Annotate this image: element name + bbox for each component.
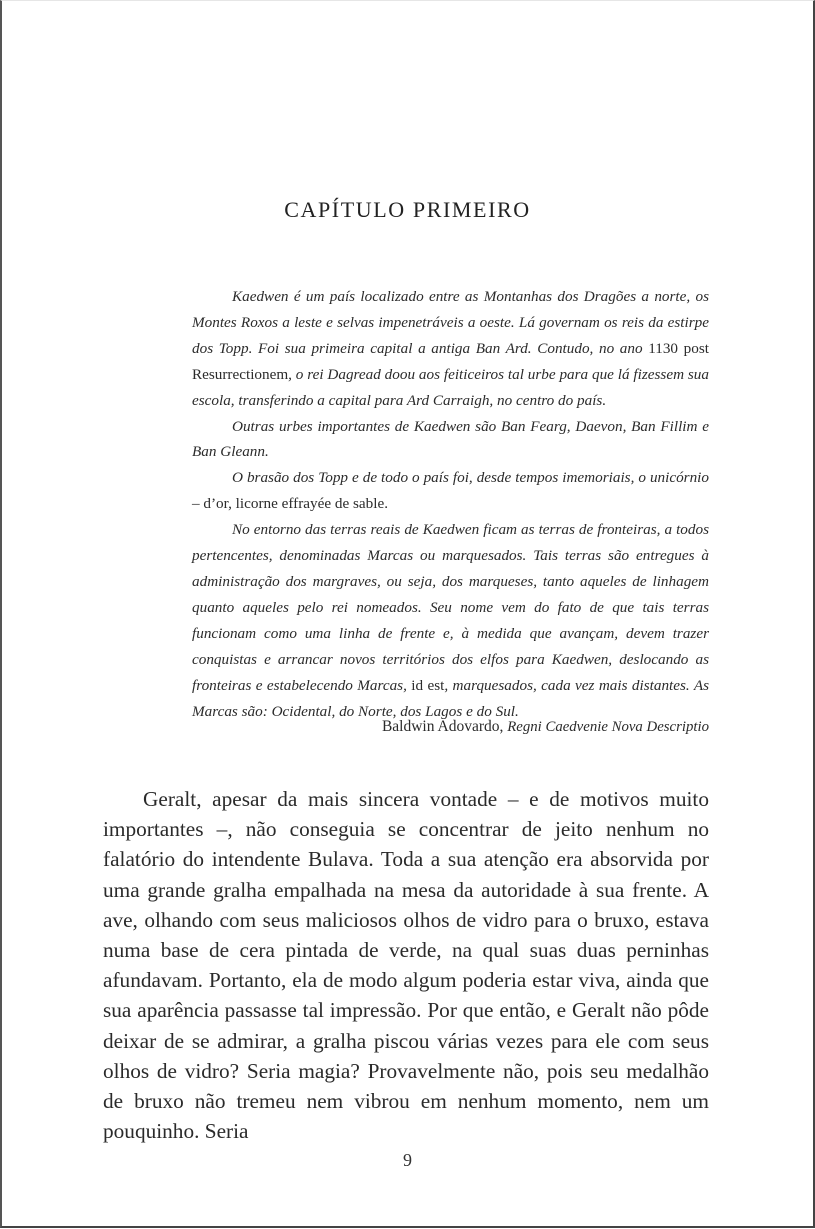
chapter-title: CAPÍTULO PRIMEIRO (284, 197, 531, 222)
attribution-author: Baldwin Adovardo, (381, 718, 504, 735)
epigraph-text: , o rei Dagread doou aos feiticeiros tal urbe para que lá fizessem sua escola, transferindo a capital para Ard Carraigh, no centro do país. (192, 365, 709, 409)
epigraph-text: Kaedwen é um país localizado entre as Montanhas dos Dragões a norte, os Montes Roxos a leste e selvas impenetráveis a oeste. Lá governam os reis da estirpe dos Topp. Foi sua primeira capital a antiga Ban Ard. Contudo, no ano (192, 288, 709, 357)
epigraph-paragraph-2: Outras urbes importantes de Kaedwen são Ban Fearg, Daevon, Ban Fillim e Ban Gleann. (192, 417, 709, 461)
epigraph-text: No entorno das terras reais de Kaedwen ficam as terras de fronteiras, a todos pertencentes, denominadas Marcas ou marquesados. Tais terras são entregues à administração dos margraves, ou seja, dos marqueses, tanto aqueles de linhagem quanto aqueles pelo rei nomeados. Seu nome vem do fato de que tais terras funcionam como uma linha de frente e, à medida que avançam, devem trazer conquistas e arrancar novos territórios dos elfos para Kaedwen, deslocando as fronteiras e estabelecendo Marcas, (192, 521, 709, 694)
epigraph-roman-text: – d’or, licorne effrayée de sable. (192, 495, 389, 513)
epigraph (192, 284, 709, 724)
epigraph-paragraph-1 (192, 284, 709, 414)
attribution-work: Regni Caedvenie Nova Descriptio (507, 719, 709, 735)
epigraph-text: O brasão dos Topp e de todo o país foi, desde tempos imemoriais, o unicórnio (232, 469, 709, 487)
epigraph-attribution (192, 718, 709, 736)
body-text (103, 784, 709, 1146)
epigraph-paragraph-4 (192, 517, 709, 724)
body-paragraph: Geralt, apesar da mais sincera vontade – e de motivos muito importantes –, não conseguia se concentrar de jeito nenhum no falatório do intendente Bulava. Toda a sua atenção era absorvida por uma grande gralha empalhada na mesa da autoridade à sua frente. A ave, olhando com seus maliciosos olhos de vidro para o bruxo, estava numa base de cera pintada de verde, na qual suas duas perninhas afundavam. Portanto, ela de modo algum poderia estar viva, ainda que sua aparência passasse tal impressão. Por que então, e Geralt não pôde deixar de se admirar, a gralha piscou várias vezes para ele com seus olhos de vidro? Seria magia? Provavelmente não, pois seu medalhão de bruxo não tremeu nem vibrou em nenhum momento, nem um pouquinho. Seria (103, 787, 709, 1144)
epigraph-roman-text: id est (411, 676, 445, 694)
epigraph-roman-text: 1130 post Resurrectionem (192, 339, 709, 383)
epigraph-text: , marquesados, cada vez mais distantes. As Marcas são: Ocidental, do Norte, dos Lagos e do Sul. (192, 676, 710, 720)
page-number: 9 (403, 1150, 412, 1170)
epigraph-paragraph-3 (192, 465, 709, 517)
